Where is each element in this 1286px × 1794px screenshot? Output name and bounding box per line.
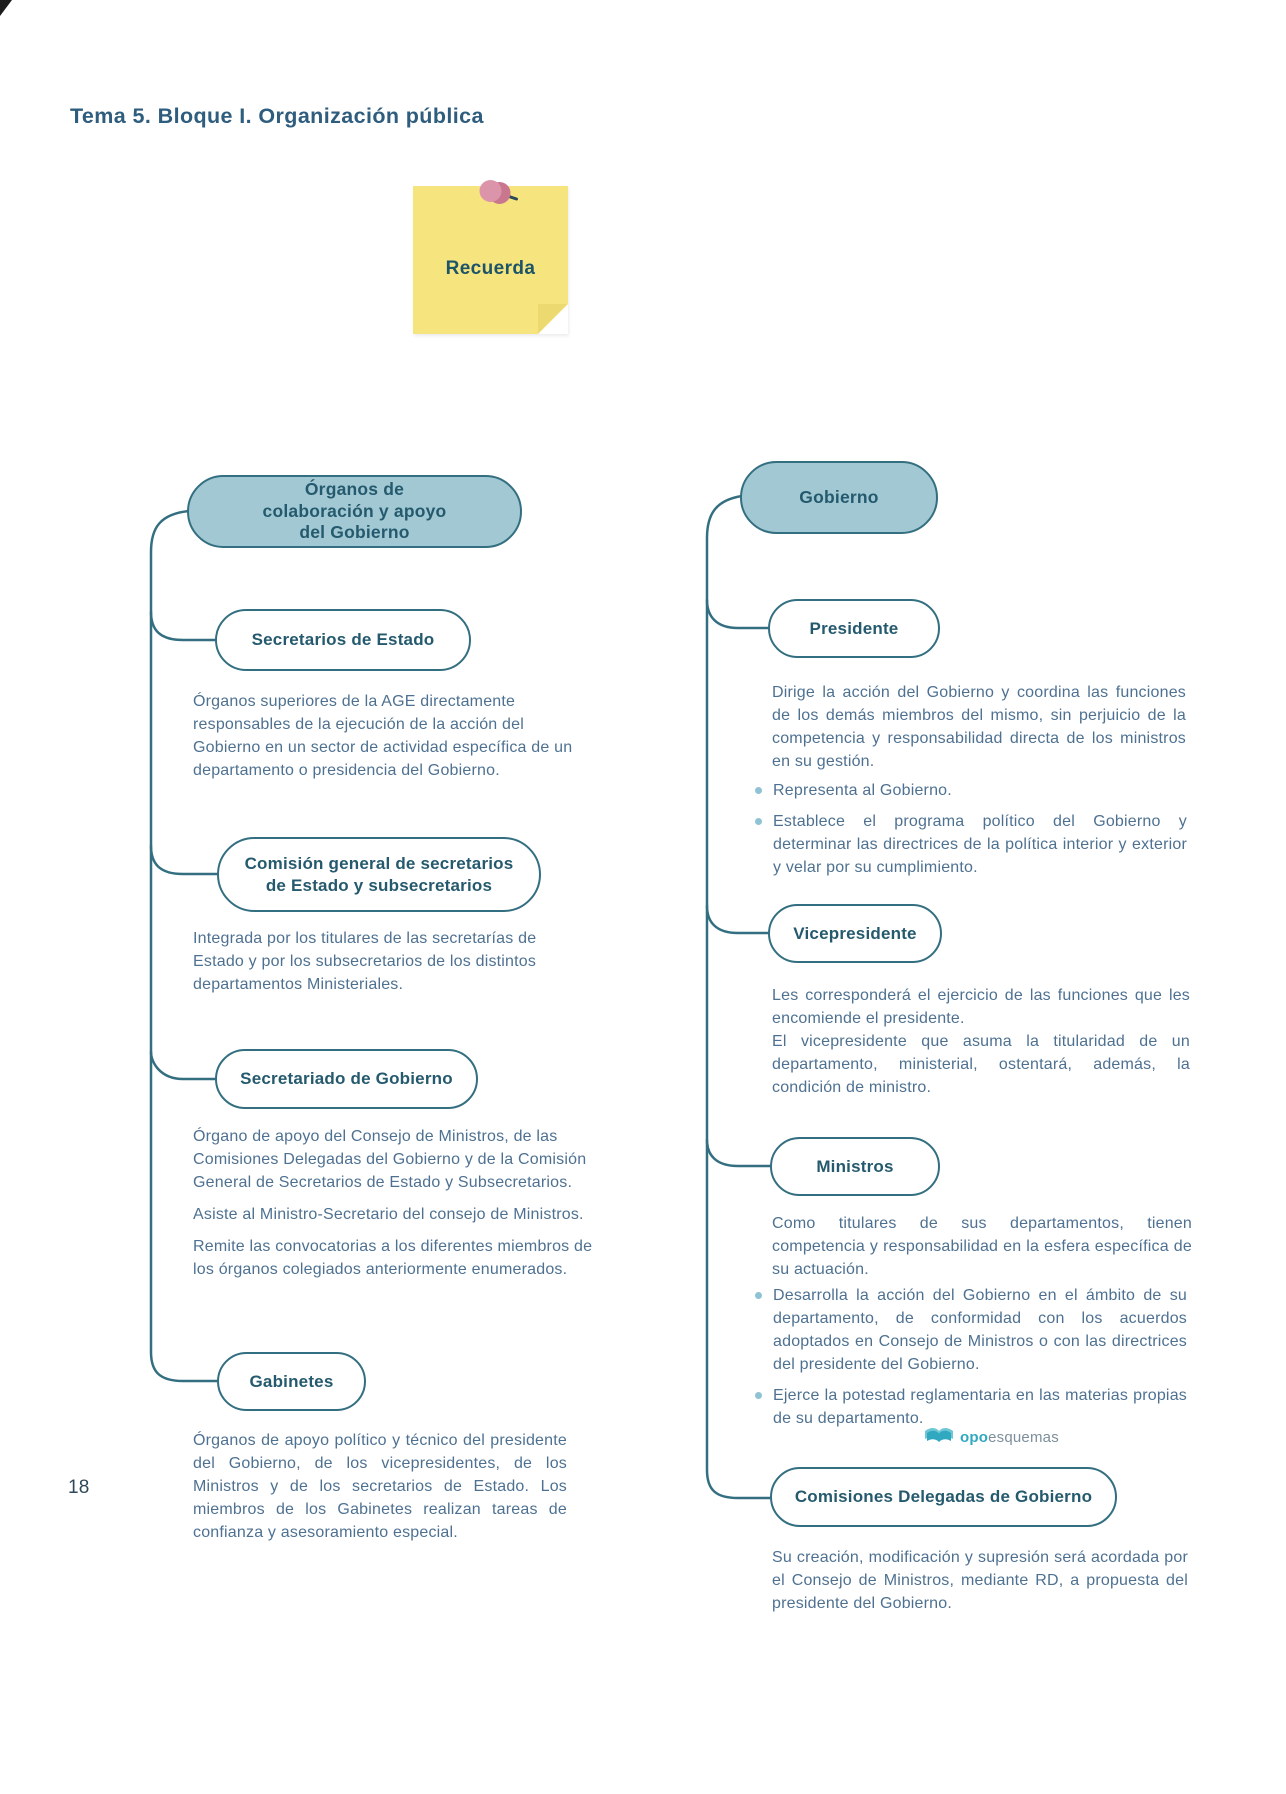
node-label: Secretarios de Estado: [251, 630, 435, 650]
node-pill-comision-general: [217, 837, 541, 912]
bullet-item: [755, 1284, 1187, 1376]
node-label: Vicepresidente: [793, 923, 917, 943]
description-paragraph: El vicepresidente que asuma la titularidad de un departamento, ministerial, ostentará, además, la condición de ministro.: [772, 1033, 1190, 1096]
node-pill-secretariado-de-gobierno: [215, 1049, 478, 1109]
right-map-header-label: Gobierno: [799, 486, 879, 507]
description-paragraph: Órganos de apoyo político y técnico del presidente del Gobierno, de los vicepresidentes, de los Ministros y de los secretarios de Estado. Los miembros de los Gabinetes realizan tareas de confianza y asesoramiento especial.: [193, 1432, 567, 1541]
node-pill-secretarios-de-estado: [215, 609, 471, 671]
description-paragraph: Órganos superiores de la AGE directamente responsables de la ejecución de la acción del Gobierno en un sector de actividad específica de un departamento o presidencia del Gobierno.: [193, 693, 573, 779]
node-label: Gabinetes: [249, 1371, 334, 1391]
page-title: Tema 5. Bloque I. Organización pública: [70, 104, 484, 128]
node-pill-presidente: [768, 599, 940, 658]
bullet-list-presidente: [755, 779, 1187, 887]
right-map-header-pill: [740, 461, 938, 534]
page-number: 18: [68, 1477, 90, 1498]
brand-text-bold: opo: [960, 1429, 989, 1446]
node-description-vicepresidente: [772, 984, 1190, 1099]
node-label: Presidente: [809, 618, 899, 638]
bullet-dot-icon: [755, 1292, 762, 1299]
node-label: Ministros: [816, 1156, 894, 1176]
description-paragraph: Les corresponderá el ejercicio de las funciones que les encomiende el presidente.: [772, 987, 1190, 1027]
bullet-dot-icon: [755, 818, 762, 825]
description-paragraph: Dirige la acción del Gobierno y coordina las funciones de los demás miembros del mismo, sin perjuicio de la competencia y responsabilidad directa de los ministros en su gestión.: [772, 684, 1186, 770]
node-label: Secretariado de Gobierno: [240, 1069, 453, 1089]
brand-text-light: esquemas: [988, 1429, 1059, 1446]
description-paragraph: Su creación, modificación y supresión será acordada por el Consejo de Ministros, mediante RD, a propuesta del presidente del Gobierno.: [772, 1549, 1188, 1612]
bullet-item: [755, 810, 1187, 879]
description-paragraph: Órgano de apoyo del Consejo de Ministros, de las Comisiones Delegadas del Gobierno y de la Comisión General de Secretarios de Estado y Subsecretarios.: [193, 1128, 587, 1191]
node-description-gabinetes: [193, 1429, 567, 1553]
bullet-item: [755, 1384, 1187, 1430]
note-label: Recuerda: [445, 258, 536, 279]
description-paragraph: Integrada por los titulares de las secretarías de Estado y por los subsecretarios de los distintos departamentos Ministeriales.: [193, 930, 537, 993]
bullet-text: Desarrolla la acción del Gobierno en el ámbito de su departamento, de conformidad con los acuerdos adoptados en Consejo de Ministros o con las directrices del presidente del Gobierno.: [773, 1287, 1187, 1373]
node-pill-gabinetes: [217, 1352, 366, 1411]
node-pill-vicepresidente: [768, 904, 942, 963]
left-map-header-pill: [187, 475, 522, 548]
node-label: Comisión general de secretarios de Estado y subsecretarios: [244, 854, 514, 895]
node-description-presidente: [772, 681, 1186, 782]
node-description-ministros: [772, 1212, 1192, 1290]
bullet-text: Representa al Gobierno.: [773, 782, 952, 799]
description-paragraph: Asiste al Ministro-Secretario del consejo de Ministros.: [193, 1206, 584, 1223]
bullet-text: Ejerce la potestad reglamentaria en las materias propias de su departamento.: [773, 1387, 1187, 1427]
bullet-text: Establece el programa político del Gobierno y determinar las directrices de la política interior y exterior y velar por su cumplimiento.: [773, 813, 1187, 876]
description-paragraph: Como titulares de sus departamentos, tienen competencia y responsabilidad en la esfera específica de su actuación.: [772, 1215, 1192, 1278]
bullet-dot-icon: [755, 787, 762, 794]
node-description-comision-general: [193, 927, 579, 1005]
node-description-secretarios-de-estado: [193, 690, 589, 791]
node-pill-ministros: [770, 1137, 940, 1196]
node-label: Comisiones Delegadas de Gobierno: [794, 1487, 1093, 1507]
node-description-secretariado-de-gobierno: [193, 1125, 597, 1290]
node-description-comisiones-delegadas: [772, 1546, 1188, 1624]
description-paragraph: Remite las convocatorias a los diferentes miembros de los órganos colegiados anteriormente enumerados.: [193, 1238, 593, 1278]
left-map-header-label: Órganos de colaboración y apoyo del Gobierno: [262, 478, 447, 543]
bullet-dot-icon: [755, 1392, 762, 1399]
bullet-item: [755, 779, 1187, 802]
node-pill-comisiones-delegadas: [770, 1467, 1117, 1527]
bullet-list-ministros: [755, 1284, 1187, 1438]
